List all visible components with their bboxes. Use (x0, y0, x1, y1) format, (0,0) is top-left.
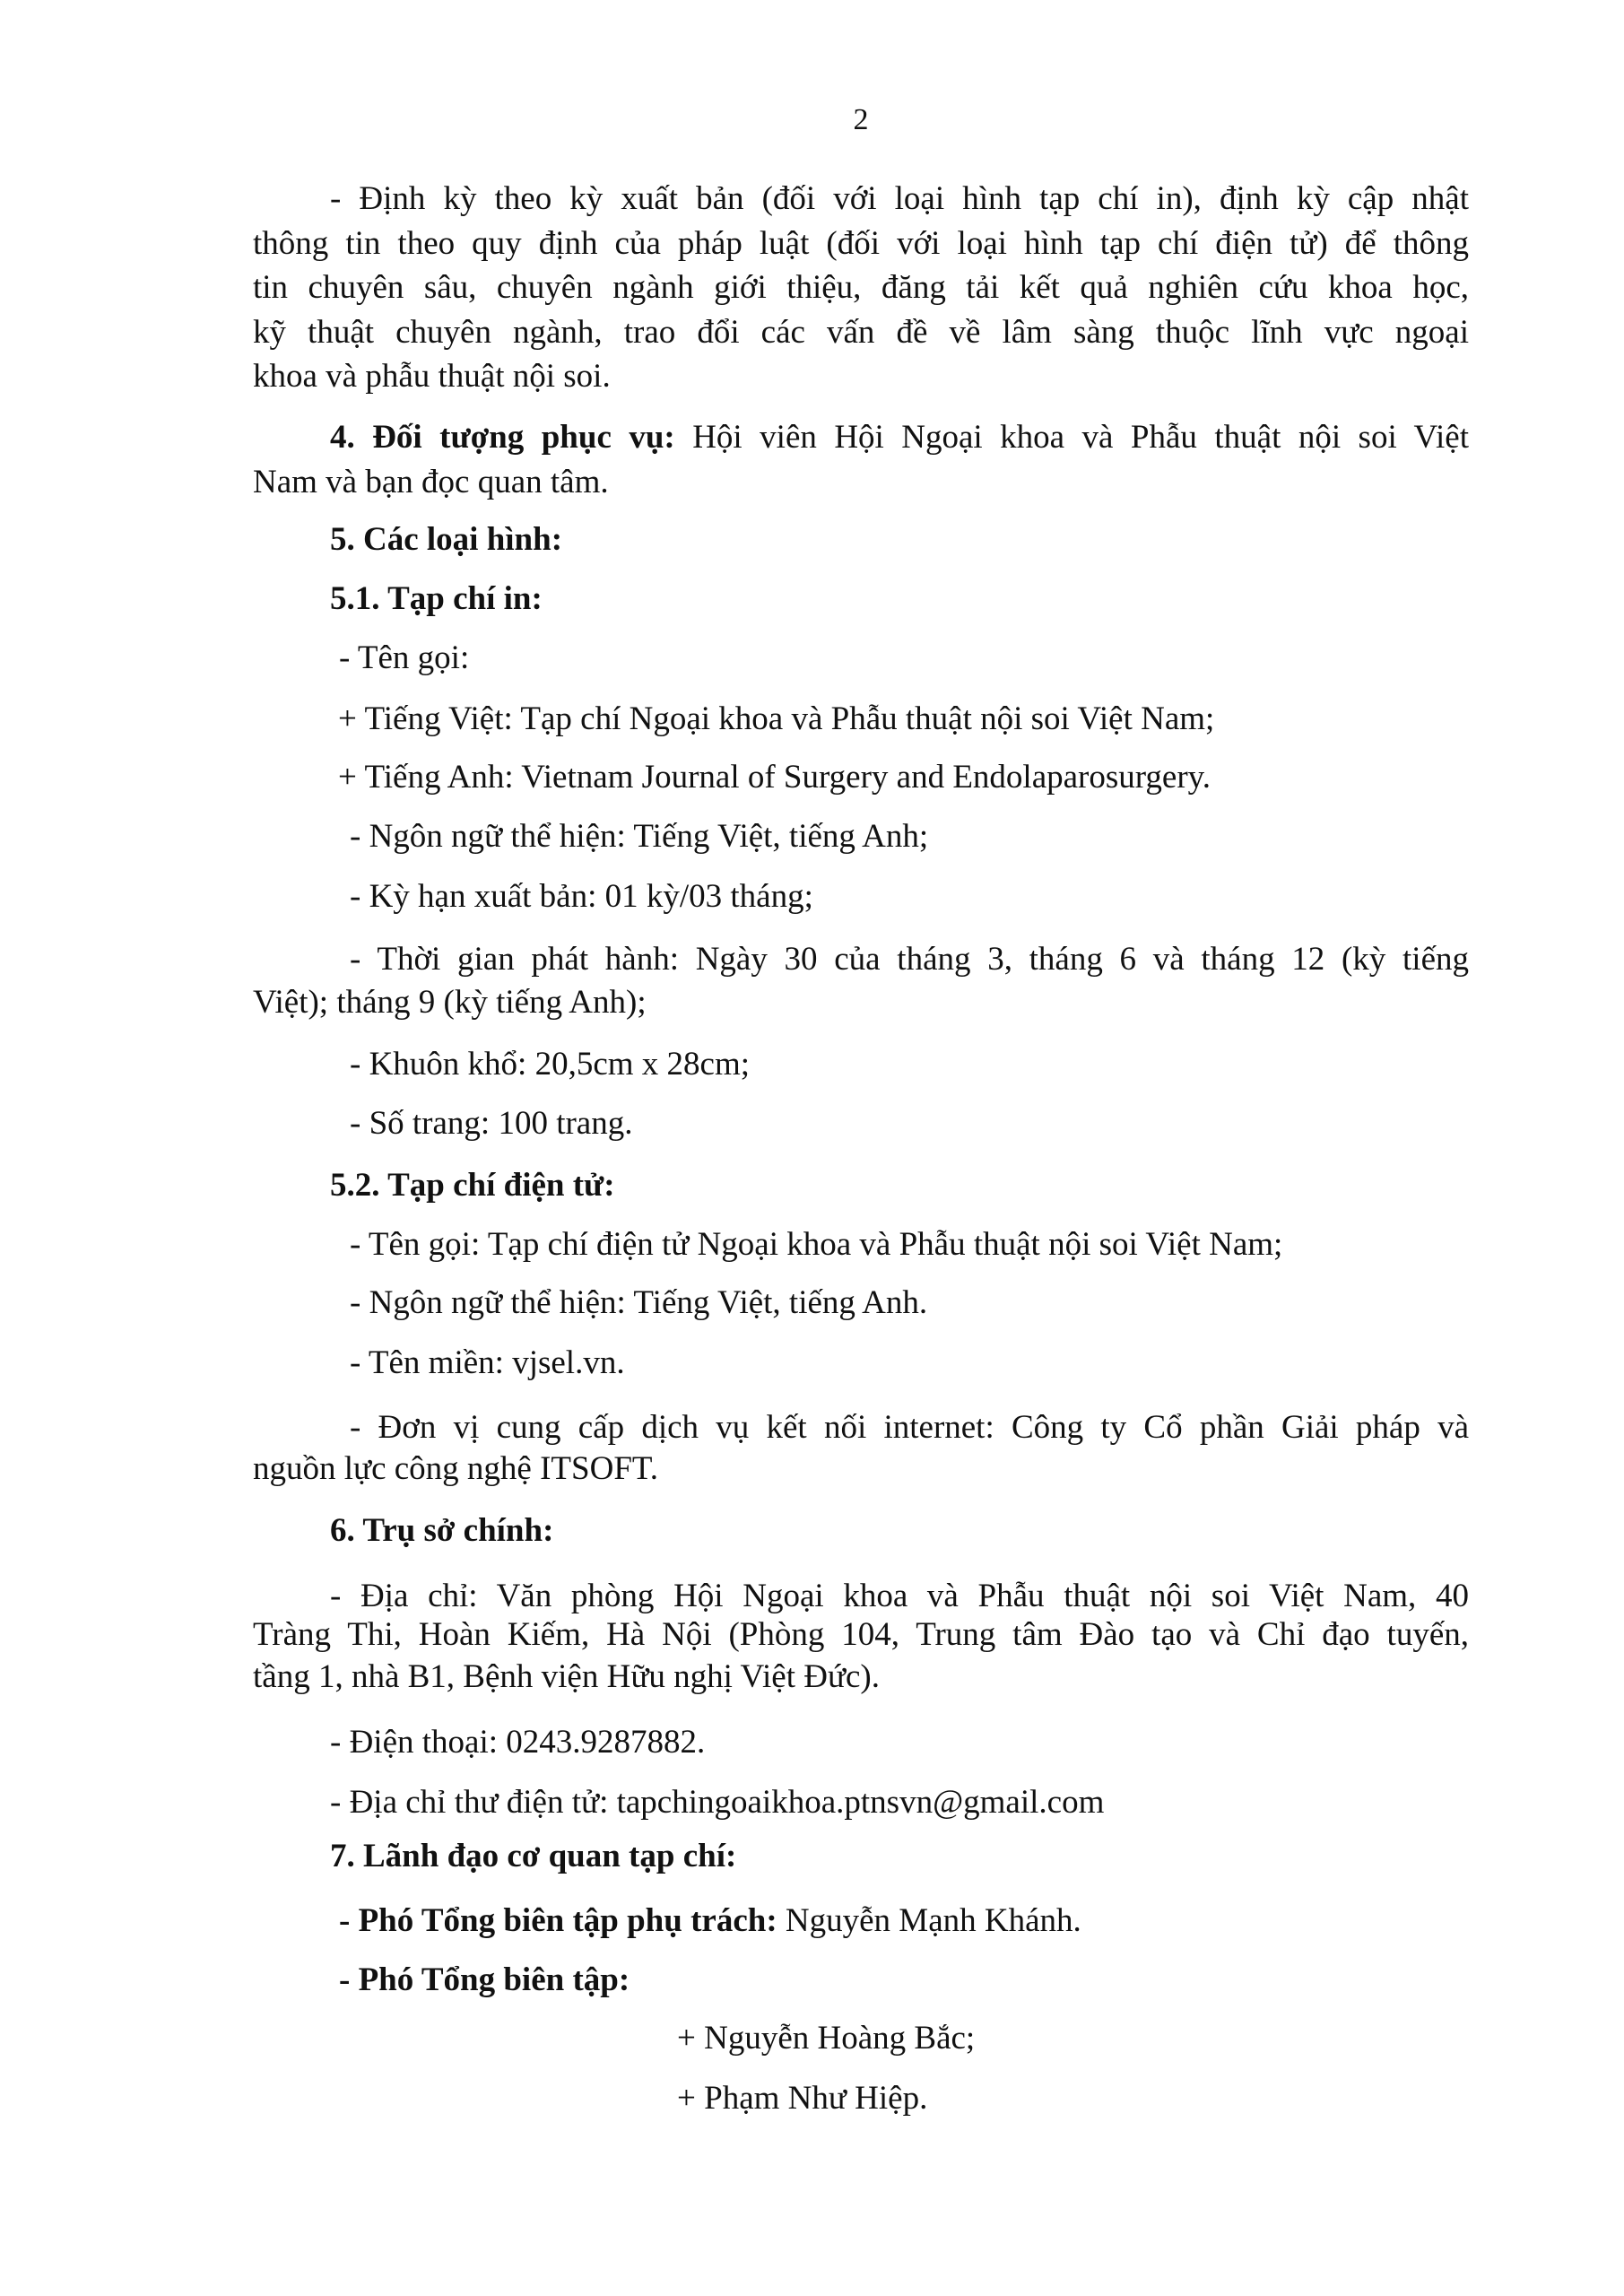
paragraph-line: - Định kỳ theo kỳ xuất bản (đối với loại hình tạp chí in), định kỳ cập nhật (330, 180, 1469, 217)
field-language: - Ngôn ngữ thể hiện: Tiếng Việt, tiếng Anh; (350, 818, 929, 855)
field-name-label: - Tên gọi: (339, 639, 470, 676)
paragraph-line: tin chuyên sâu, chuyên ngành giới thiệu, đăng tải kết quả nghiên cứu khoa học, (253, 269, 1469, 306)
subsection-heading: 5.2. Tạp chí điện tử: (330, 1167, 615, 1204)
field-domain: - Tên miền: vjsel.vn. (350, 1344, 625, 1381)
deputy-editor: + Nguyễn Hoàng Bắc; (677, 2020, 976, 2057)
section-heading: 5. Các loại hình: (330, 521, 563, 558)
field-name-english: + Tiếng Anh: Vietnam Journal of Surgery and Endolaparosurgery. (338, 759, 1211, 796)
address-line: tầng 1, nhà B1, Bệnh viện Hữu nghị Việt Đức). (253, 1658, 880, 1695)
page-number: 2 (853, 103, 869, 136)
field-release-time-cont: Việt); tháng 9 (kỳ tiếng Anh); (253, 984, 647, 1021)
field-language: - Ngôn ngữ thể hiện: Tiếng Việt, tiếng Anh. (350, 1284, 928, 1321)
paragraph-line: kỹ thuật chuyên ngành, trao đổi các vấn đề về lâm sàng thuộc lĩnh vực ngoại (253, 314, 1469, 351)
address-line: Tràng Thi, Hoàn Kiếm, Hà Nội (Phòng 104, Trung tâm Đào tạo và Chỉ đạo tuyến, (253, 1616, 1469, 1653)
deputy-editor: + Phạm Như Hiệp. (677, 2080, 928, 2117)
field-release-time: - Thời gian phát hành: Ngày 30 của tháng 3, tháng 6 và tháng 12 (kỳ tiếng (350, 941, 1469, 978)
field-name-vietnamese: + Tiếng Việt: Tạp chí Ngoại khoa và Phẫu thuật nội soi Việt Nam; (338, 700, 1215, 737)
acting-editor-row (339, 1900, 1081, 1943)
section-text: Hội viên Hội Ngoại khoa và Phẫu thuật nội soi Việt (692, 419, 1469, 456)
field-provider-cont: nguồn lực công nghệ ITSOFT. (253, 1450, 659, 1487)
email-label: - Địa chỉ thư điện tử: (330, 1784, 617, 1821)
field-provider: - Đơn vị cung cấp dịch vụ kết nối internet: Công ty Cổ phần Giải pháp và (350, 1409, 1469, 1446)
deputy-editors-label: - Phó Tổng biên tập: (339, 1961, 630, 1998)
section-heading: 6. Trụ sở chính: (330, 1512, 554, 1549)
field-name: - Tên gọi: Tạp chí điện tử Ngoại khoa và Phẫu thuật nội soi Việt Nam; (350, 1226, 1283, 1263)
address-line: - Địa chỉ: Văn phòng Hội Ngoại khoa và Phẫu thuật nội soi Việt Nam, 40 (330, 1578, 1469, 1614)
paragraph-line: khoa và phẫu thuật nội soi. (253, 358, 611, 395)
email-address: tapchingoaikhoa.ptnsvn@gmail.com (616, 1784, 1105, 1821)
field-pages: - Số trang: 100 trang. (350, 1105, 633, 1142)
paragraph-line: thông tin theo quy định của pháp luật (đối với loại hình tạp chí điện tử) để thông (253, 225, 1469, 262)
field-frequency: - Kỳ hạn xuất bản: 01 kỳ/03 tháng; (350, 878, 813, 915)
phone: - Điện thoại: 0243.9287882. (330, 1724, 706, 1761)
section-heading: 4. Đối tượng phục vụ: (330, 419, 675, 456)
section-heading: 7. Lãnh đạo cơ quan tạp chí: (330, 1838, 737, 1874)
field-format: - Khuôn khổ: 20,5cm x 28cm; (350, 1046, 751, 1083)
email-row (330, 1781, 1104, 1824)
acting-editor-name: Nguyễn Mạnh Khánh. (777, 1902, 1081, 1939)
acting-editor-label: - Phó Tổng biên tập phụ trách: (339, 1902, 777, 1939)
section-text: Nam và bạn đọc quan tâm. (253, 464, 609, 500)
section-4-line1 (330, 416, 1469, 459)
subsection-heading: 5.1. Tạp chí in: (330, 580, 543, 617)
